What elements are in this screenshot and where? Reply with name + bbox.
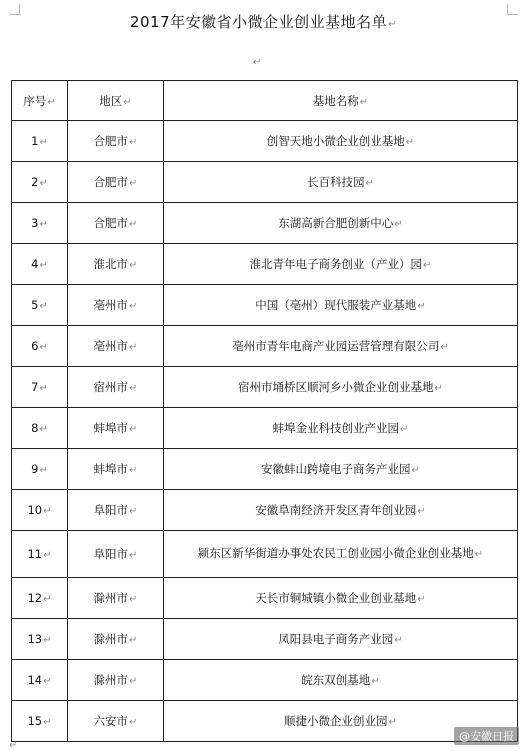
area-value: 滁州市 xyxy=(93,673,129,687)
paragraph-mark: ↵ xyxy=(394,219,403,230)
table-row xyxy=(12,367,518,408)
paragraph-mark: ↵ xyxy=(39,424,48,435)
table-row xyxy=(12,408,518,449)
paragraph-mark: ↵ xyxy=(129,465,138,476)
header-name xyxy=(164,81,518,121)
paragraph-mark: ↵ xyxy=(440,342,449,353)
seq-value: 9 xyxy=(31,462,39,476)
paragraph-mark: ↵ xyxy=(253,57,262,68)
area-value: 宿州市 xyxy=(93,380,129,394)
seq-value: 8 xyxy=(31,421,39,435)
name-cell xyxy=(164,619,518,660)
paragraph-mark: ↵ xyxy=(129,594,138,605)
paragraph-mark: ↵ xyxy=(123,96,132,108)
seq-value: 3 xyxy=(31,216,39,230)
watermark: @安徽日报 xyxy=(454,727,519,745)
table-row xyxy=(12,578,518,619)
area-cell xyxy=(68,121,164,162)
table-row xyxy=(12,619,518,660)
area-cell xyxy=(68,367,164,408)
paragraph-mark: ↵ xyxy=(417,301,426,312)
name-cell xyxy=(164,203,518,244)
paragraph-mark: ↵ xyxy=(129,219,138,230)
paragraph-mark: ↵ xyxy=(9,740,18,751)
table-row xyxy=(12,244,518,285)
paragraph-mark: ↵ xyxy=(411,465,420,476)
name-cell xyxy=(164,449,518,490)
area-cell xyxy=(68,531,164,578)
seq-value: 2 xyxy=(31,175,39,189)
seq-value: 14 xyxy=(27,673,43,687)
table-row xyxy=(12,121,518,162)
name-value: 创智天地小微企业创业基地 xyxy=(266,134,405,148)
seq-cell xyxy=(12,326,68,367)
name-cell xyxy=(164,326,518,367)
seq-value: 7 xyxy=(31,380,39,394)
seq-value: 11 xyxy=(27,547,43,561)
header-name-label: 基地名称 xyxy=(312,93,359,108)
paragraph-mark: ↵ xyxy=(39,178,48,189)
paragraph-mark: ↵ xyxy=(394,635,403,646)
seq-cell xyxy=(12,449,68,490)
area-cell xyxy=(68,408,164,449)
area-cell xyxy=(68,449,164,490)
name-value: 安徽蚌山跨境电子商务产业园 xyxy=(261,462,411,476)
area-cell xyxy=(68,203,164,244)
paragraph-mark: ↵ xyxy=(129,301,138,312)
table-row xyxy=(12,490,518,531)
area-cell xyxy=(68,244,164,285)
table-row xyxy=(12,449,518,490)
paragraph-mark: ↵ xyxy=(39,301,48,312)
paragraph-mark: ↵ xyxy=(43,506,52,517)
paragraph-mark: ↵ xyxy=(47,96,56,108)
paragraph-mark: ↵ xyxy=(129,717,138,728)
paragraph-mark: ↵ xyxy=(417,594,426,605)
paragraph-mark: ↵ xyxy=(388,717,397,728)
paragraph-mark: ↵ xyxy=(129,506,138,517)
paragraph-mark: ↵ xyxy=(129,342,138,353)
name-cell xyxy=(164,285,518,326)
paragraph-mark: ↵ xyxy=(43,676,52,687)
table-row xyxy=(12,660,518,701)
paragraph-mark: ↵ xyxy=(43,717,52,728)
paragraph-mark: ↵ xyxy=(39,137,48,148)
table-row xyxy=(12,701,518,742)
area-cell xyxy=(68,619,164,660)
seq-value: 12 xyxy=(27,591,43,605)
area-cell xyxy=(68,578,164,619)
area-value: 阜阳市 xyxy=(93,503,129,517)
paragraph-mark: ↵ xyxy=(39,260,48,271)
area-value: 阜阳市 xyxy=(93,547,129,561)
seq-cell xyxy=(12,701,68,742)
table-header-row xyxy=(12,81,518,121)
seq-value: 4 xyxy=(31,257,39,271)
name-value: 凤阳县电子商务产业园 xyxy=(278,632,394,646)
name-value: 蚌埠金业科技创业产业园 xyxy=(272,421,400,435)
area-cell xyxy=(68,490,164,531)
seq-cell xyxy=(12,203,68,244)
paragraph-mark: ↵ xyxy=(371,676,380,687)
area-cell xyxy=(68,162,164,203)
paragraph-mark: ↵ xyxy=(405,137,415,148)
seq-cell xyxy=(12,490,68,531)
base-list-table xyxy=(11,80,518,742)
paragraph-mark: ↵ xyxy=(417,506,426,517)
name-cell xyxy=(164,490,518,531)
paragraph-mark: ↵ xyxy=(39,383,48,394)
paragraph-mark: ↵ xyxy=(474,549,484,560)
area-value: 合肥市 xyxy=(93,134,129,148)
paragraph-mark: ↵ xyxy=(365,178,374,189)
name-value: 淮北青年电子商务创业（产业）园 xyxy=(249,257,423,271)
name-value: 东湖高新合肥创新中心 xyxy=(278,216,394,230)
name-cell xyxy=(164,244,518,285)
seq-cell xyxy=(12,408,68,449)
area-value: 合肥市 xyxy=(93,175,129,189)
paragraph-mark: ↵ xyxy=(434,383,443,394)
area-cell xyxy=(68,701,164,742)
name-cell xyxy=(164,578,518,619)
area-value: 蚌埠市 xyxy=(93,462,129,476)
seq-cell xyxy=(12,285,68,326)
name-value: 皖东双创基地 xyxy=(301,673,371,687)
area-value: 淮北市 xyxy=(93,257,129,271)
seq-value: 6 xyxy=(31,339,39,353)
area-value: 合肥市 xyxy=(93,216,129,230)
table-row xyxy=(12,326,518,367)
area-value: 滁州市 xyxy=(93,632,129,646)
seq-cell xyxy=(12,121,68,162)
seq-cell xyxy=(12,244,68,285)
paragraph-mark: ↵ xyxy=(423,260,432,271)
area-cell xyxy=(68,660,164,701)
header-area xyxy=(68,81,164,121)
paragraph-mark: ↵ xyxy=(129,550,138,561)
name-cell xyxy=(164,531,518,578)
paragraph-mark: ↵ xyxy=(39,342,48,353)
header-seq xyxy=(12,81,68,121)
table-row xyxy=(12,531,518,578)
name-cell xyxy=(164,121,518,162)
paragraph-mark: ↵ xyxy=(388,19,398,30)
table-row xyxy=(12,285,518,326)
header-seq-label: 序号 xyxy=(23,93,47,108)
seq-cell xyxy=(12,619,68,660)
name-cell xyxy=(164,162,518,203)
paragraph-mark: ↵ xyxy=(129,424,138,435)
seq-cell xyxy=(12,578,68,619)
name-value: 宿州市埇桥区顺河乡小微企业创业基地 xyxy=(238,380,434,394)
area-value: 六安市 xyxy=(93,714,129,728)
name-value: 颍东区新华街道办事处农民工创业园小微企业创业基地 xyxy=(197,546,474,560)
paragraph-mark: ↵ xyxy=(359,96,369,108)
document-title xyxy=(0,11,527,32)
paragraph-mark: ↵ xyxy=(39,219,48,230)
area-cell xyxy=(68,326,164,367)
paragraph-mark: ↵ xyxy=(400,424,409,435)
seq-value: 1 xyxy=(31,134,39,148)
paragraph-mark: ↵ xyxy=(43,635,52,646)
paragraph-mark: ↵ xyxy=(129,137,138,148)
seq-cell xyxy=(12,531,68,578)
paragraph-mark: ↵ xyxy=(129,676,138,687)
name-value: 顺捷小微企业创业园 xyxy=(284,714,388,728)
paragraph-mark: ↵ xyxy=(43,594,52,605)
paragraph-mark: ↵ xyxy=(129,383,138,394)
paragraph-mark: ↵ xyxy=(129,260,138,271)
table-row xyxy=(12,162,518,203)
title-text: 2017年安徽省小微企业创业基地名单 xyxy=(129,13,388,31)
paragraph-mark: ↵ xyxy=(43,550,52,561)
paragraph-mark: ↵ xyxy=(129,635,138,646)
seq-value: 15 xyxy=(27,714,43,728)
name-value: 中国（亳州）现代服装产业基地 xyxy=(255,298,417,312)
seq-value: 10 xyxy=(27,503,43,517)
table-row xyxy=(12,203,518,244)
area-cell xyxy=(68,285,164,326)
seq-cell xyxy=(12,367,68,408)
area-value: 亳州市 xyxy=(93,298,129,312)
area-value: 蚌埠市 xyxy=(93,421,129,435)
name-cell xyxy=(164,408,518,449)
name-value: 安徽阜南经济开发区青年创业园 xyxy=(255,503,417,517)
area-value: 亳州市 xyxy=(93,339,129,353)
name-value: 亳州市青年电商产业园运营管理有限公司 xyxy=(232,339,440,353)
seq-value: 13 xyxy=(27,632,43,646)
paragraph-mark: ↵ xyxy=(129,178,138,189)
name-value: 天长市铜城镇小微企业创业基地 xyxy=(255,591,417,605)
header-area-label: 地区 xyxy=(99,93,123,108)
area-value: 滁州市 xyxy=(93,591,129,605)
name-cell xyxy=(164,660,518,701)
seq-value: 5 xyxy=(31,298,39,312)
paragraph-mark: ↵ xyxy=(39,465,48,476)
name-value: 长百科技园 xyxy=(307,175,365,189)
seq-cell xyxy=(12,660,68,701)
seq-cell xyxy=(12,162,68,203)
name-cell xyxy=(164,367,518,408)
